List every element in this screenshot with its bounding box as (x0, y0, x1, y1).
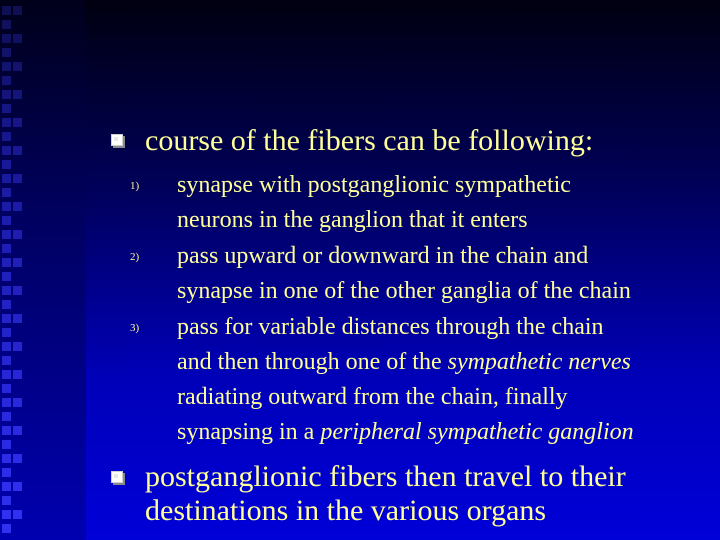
item-number-1: 1) (130, 180, 140, 192)
item-number-3: 3) (130, 322, 140, 334)
item-1 (177, 168, 717, 238)
item-3-line-4 (177, 415, 717, 450)
item-3-line-1: pass for variable distances through the chain (177, 314, 604, 340)
item-3-line-3: radiating outward from the chain, finally (177, 384, 568, 410)
item-3-line-4-text: synapsing in a (177, 419, 321, 445)
bullet-text-2 (145, 460, 626, 528)
item-2 (177, 239, 717, 309)
bullet-text-1: course of the fibers can be following: (145, 124, 594, 157)
item-1-line-2: neurons in the ganglion that it enters (177, 207, 528, 233)
item-1-line-1: synapse with postganglionic sympathetic (177, 172, 571, 198)
bullet-square-icon (111, 471, 123, 483)
item-3 (177, 310, 717, 450)
item-3-line-2-text: and then through one of the (177, 349, 448, 375)
bullet-2-line-1: postganglionic fibers then travel to their (145, 460, 626, 493)
item-3-line-4-italic: peripheral sympathetic ganglion (320, 419, 634, 445)
item-number-2: 2) (130, 251, 140, 263)
item-2-line-2: synapse in one of the other ganglia of the chain (177, 278, 631, 304)
item-3-line-2-italic: sympathetic nerves (447, 349, 631, 375)
bullet-square-icon (111, 134, 123, 146)
item-2-line-1: pass upward or downward in the chain and (177, 243, 589, 269)
bullet-2-line-2: destinations in the various organs (145, 494, 547, 527)
item-3-line-2 (177, 345, 717, 380)
